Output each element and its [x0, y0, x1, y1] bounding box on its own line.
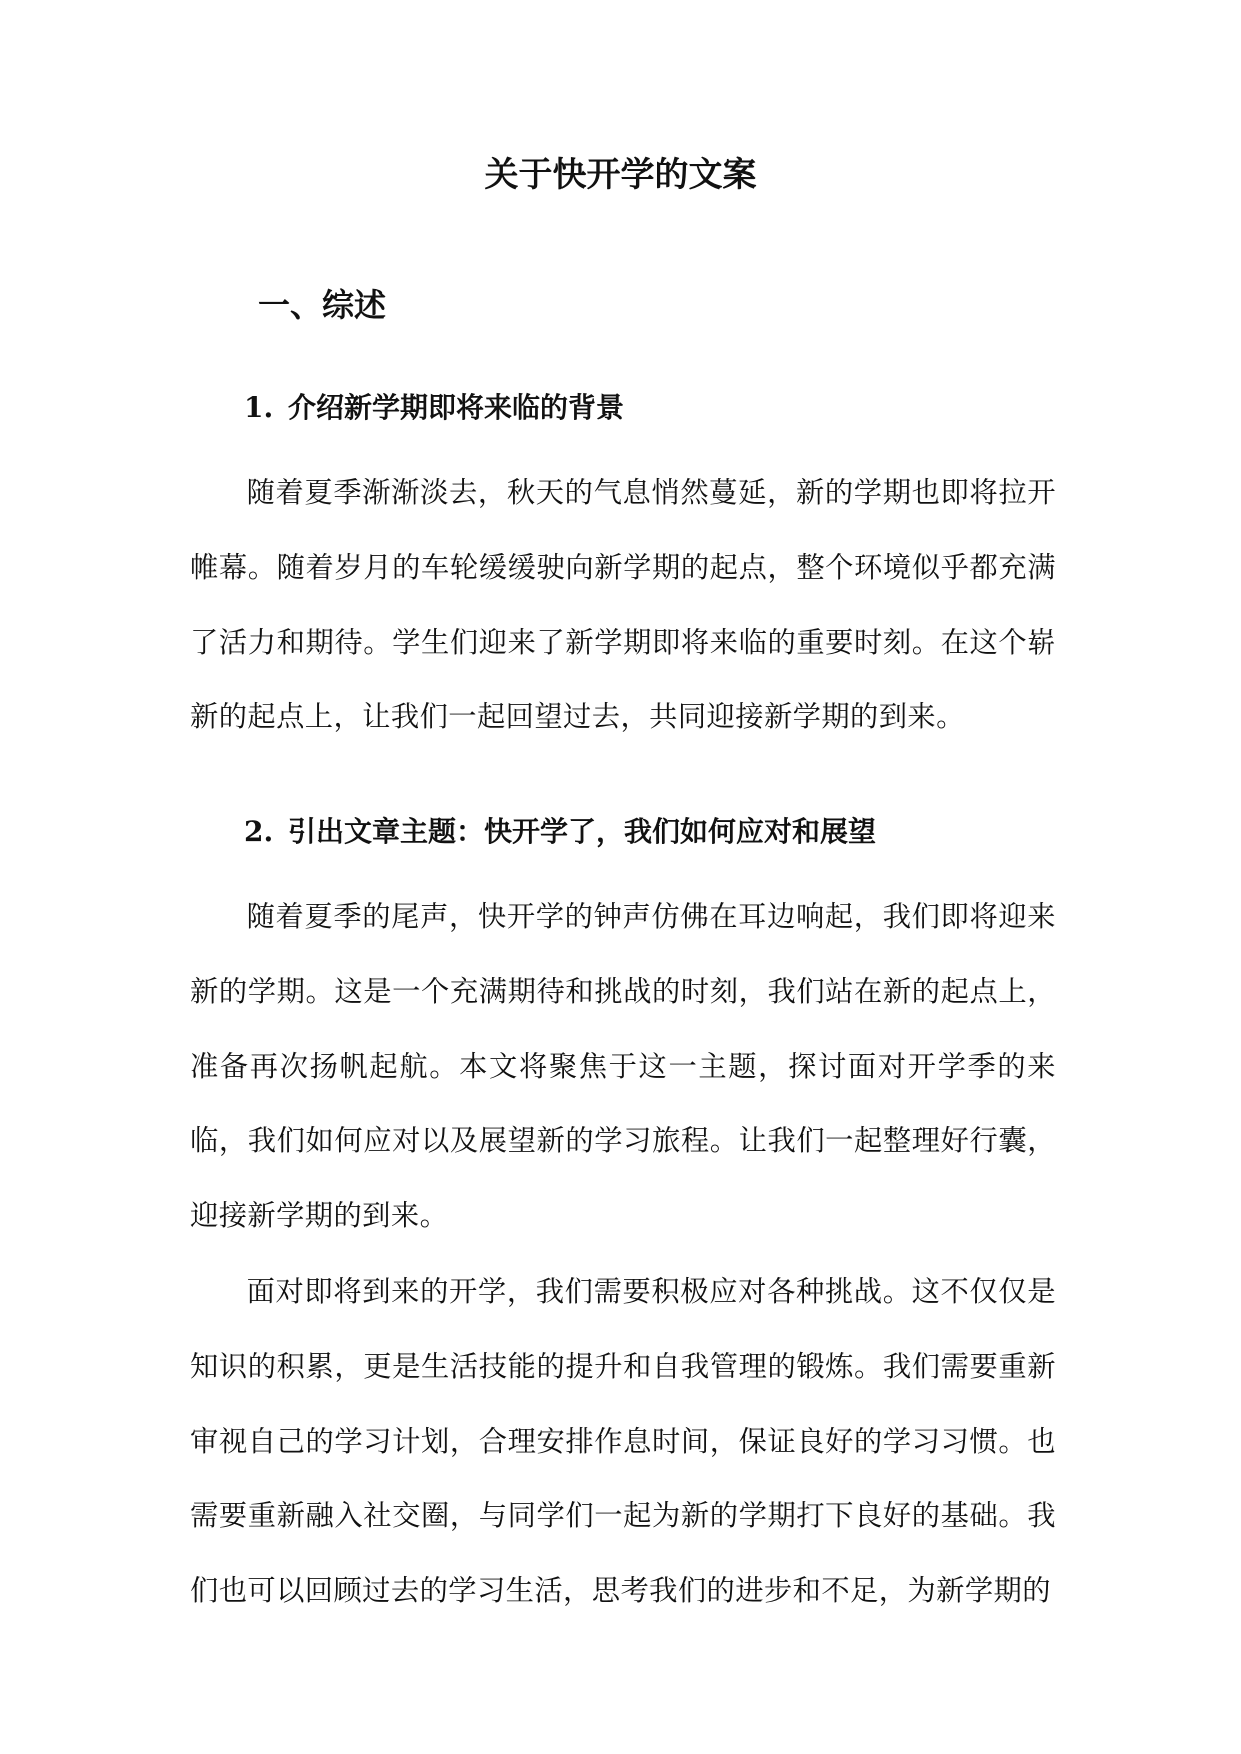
subsection-title: 介绍新学期即将来临的背景	[288, 391, 625, 424]
subsection-number: 1.	[244, 391, 274, 424]
paragraph: 随着夏季渐渐淡去，秋天的气息悄然蔓延，新的学期也即将拉开帷幕。随着岁月的车轮缓缓驶向新学期的起点，整个环境似乎都充满了活力和期待。学生们迎来了新学期即将来临的重要时刻。在这个崭新的起点上，让我们一起回望过去，共同迎接新学期的到来。	[190, 476, 1056, 734]
subsection-number: 2.	[244, 815, 274, 848]
subsection-heading-1	[244, 388, 624, 428]
document-title: 关于快开学的文案	[484, 155, 757, 195]
subsection-title: 引出文章主题：快开学了，我们如何应对和展望	[288, 815, 877, 848]
section-heading: 一、综述	[258, 286, 387, 324]
subsection-heading-2	[244, 812, 876, 852]
paragraph: 面对即将到来的开学，我们需要积极应对各种挑战。这不仅仅是知识的积累，更是生活技能的提升和自我管理的锻炼。我们需要重新审视自己的学习计划，合理安排作息时间，保证良好的学习习惯。也需要重新融入社交圈，与同学们一起为新的学期打下良好的基础。我们也可以回顾过去的学习生活，思考我们的进步和不足，为新学期的	[190, 1275, 1056, 1608]
paragraph: 随着夏季的尾声，快开学的钟声仿佛在耳边响起，我们即将迎来新的学期。这是一个充满期待和挑战的时刻，我们站在新的起点上，准备再次扬帆起航。本文将聚焦于这一主题，探讨面对开学季的来临，我们如何应对以及展望新的学习旅程。让我们一起整理好行囊，迎接新学期的到来。	[190, 900, 1056, 1233]
